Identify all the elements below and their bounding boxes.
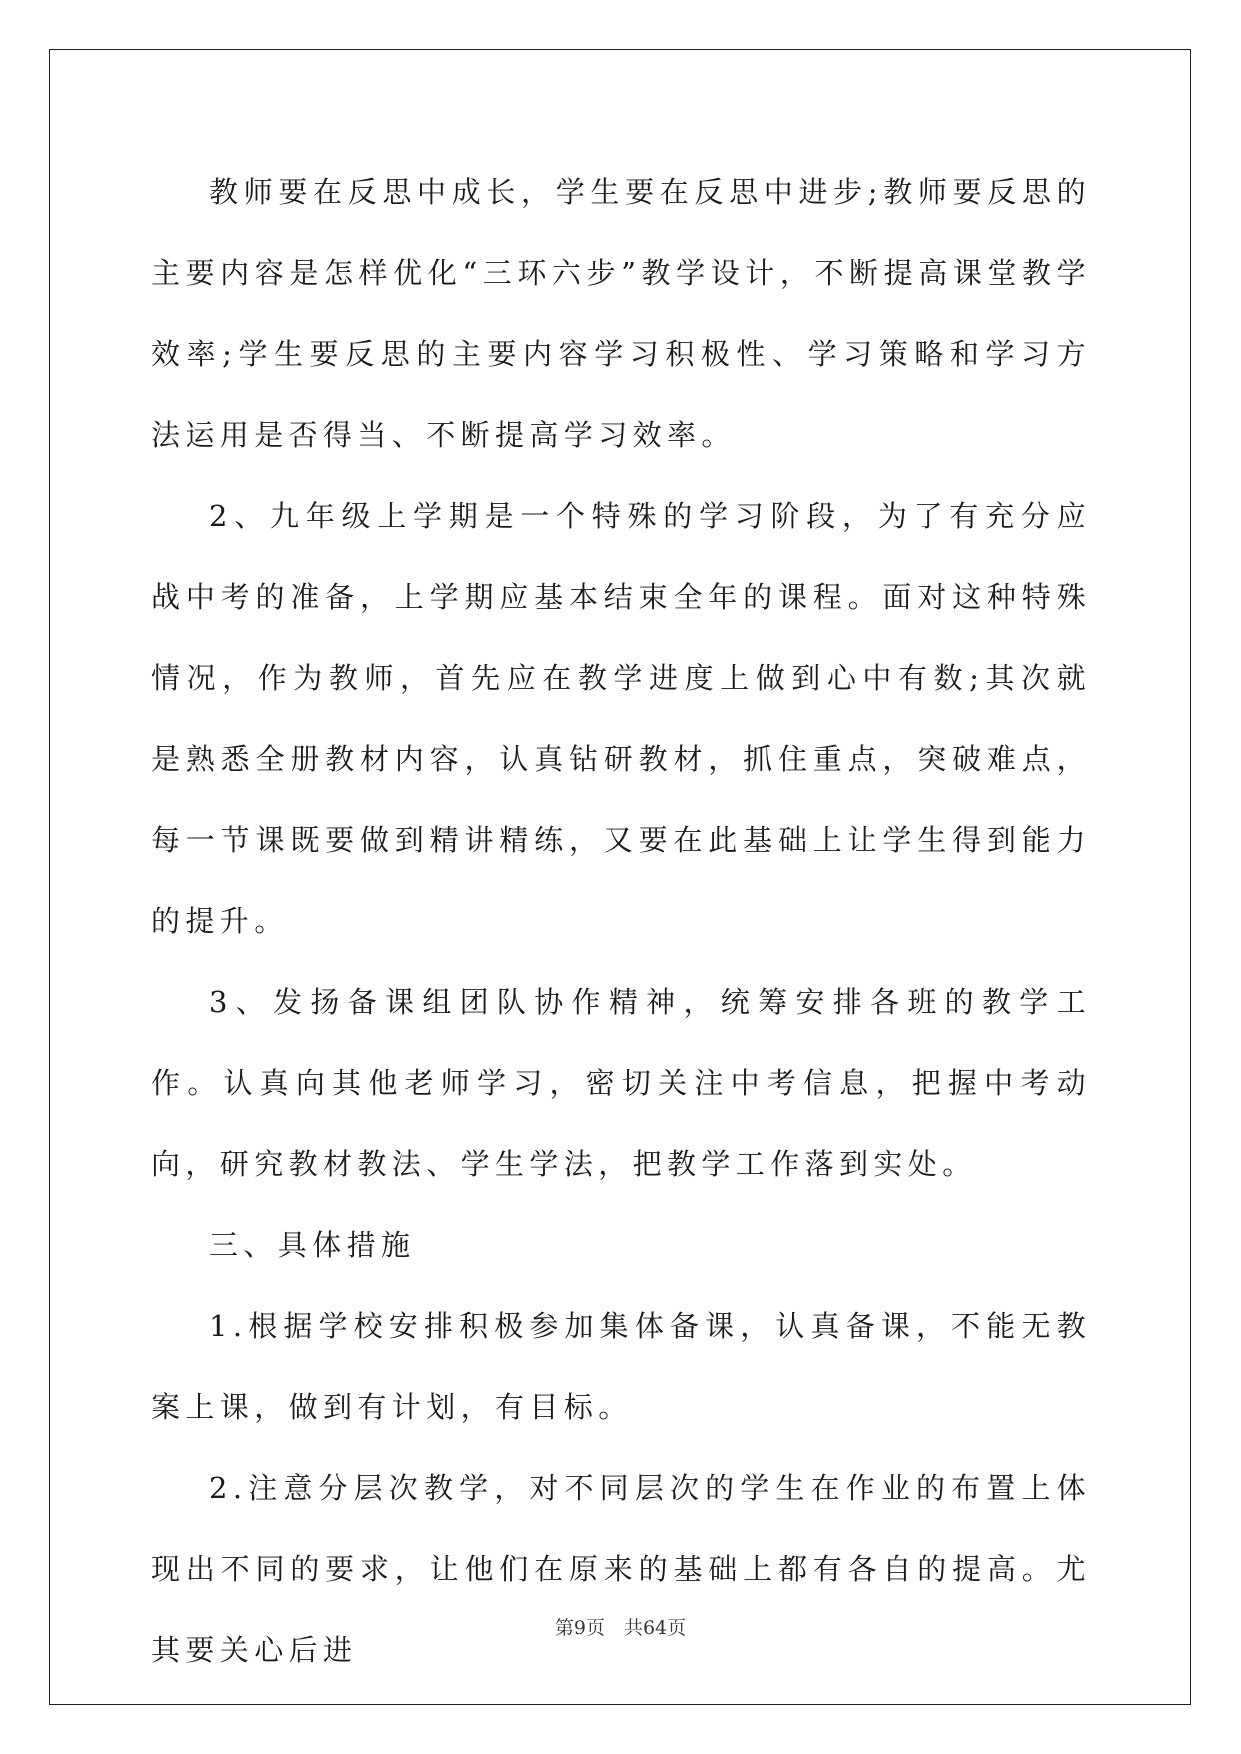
measure-item-1: 1.根据学校安排积极参加集体备课，认真备课，不能无教案上课，做到有计划，有目标。 — [151, 1309, 1091, 1424]
measure-item-2: 2.注意分层次教学，对不同层次的学生在作业的布置上体现出不同的要求，让他们在原来的基础上都有各自的提高。尤其要关心后进 — [151, 1471, 1091, 1667]
paragraph-reflection: 教师要在反思中成长，学生要在反思中进步;教师要反思的主要内容是怎样优化“三环六步”教学设计，不断提高课堂教学效率;学生要反思的主要内容学习积极性、学习策略和学习方法运用是否得当、不断提高学习效率。 — [151, 175, 1091, 452]
paragraph-teamwork: 3、发扬备课组团队协作精神，统筹安排各班的教学工作。认真向其他老师学习，密切关注中考信息，把握中考动向，研究教材教法、学生学法，把教学工作落到实处。 — [151, 985, 1091, 1181]
section-heading: 三、具体措施 — [209, 1228, 416, 1262]
document-body — [151, 152, 1091, 1691]
page-number-footer: 第9页 共64页 — [554, 1617, 687, 1639]
paragraph-grade-nine: 2、九年级上学期是一个特殊的学习阶段，为了有充分应战中考的准备，上学期应基本结束全年的课程。面对这种特殊情况，作为教师，首先应在教学进度上做到心中有数;其次就是熟悉全册教材内容，认真钻研教材，抓住重点，突破难点，每一节课既要做到精讲精练，又要在此基础上让学生得到能力的提升。 — [151, 499, 1091, 938]
